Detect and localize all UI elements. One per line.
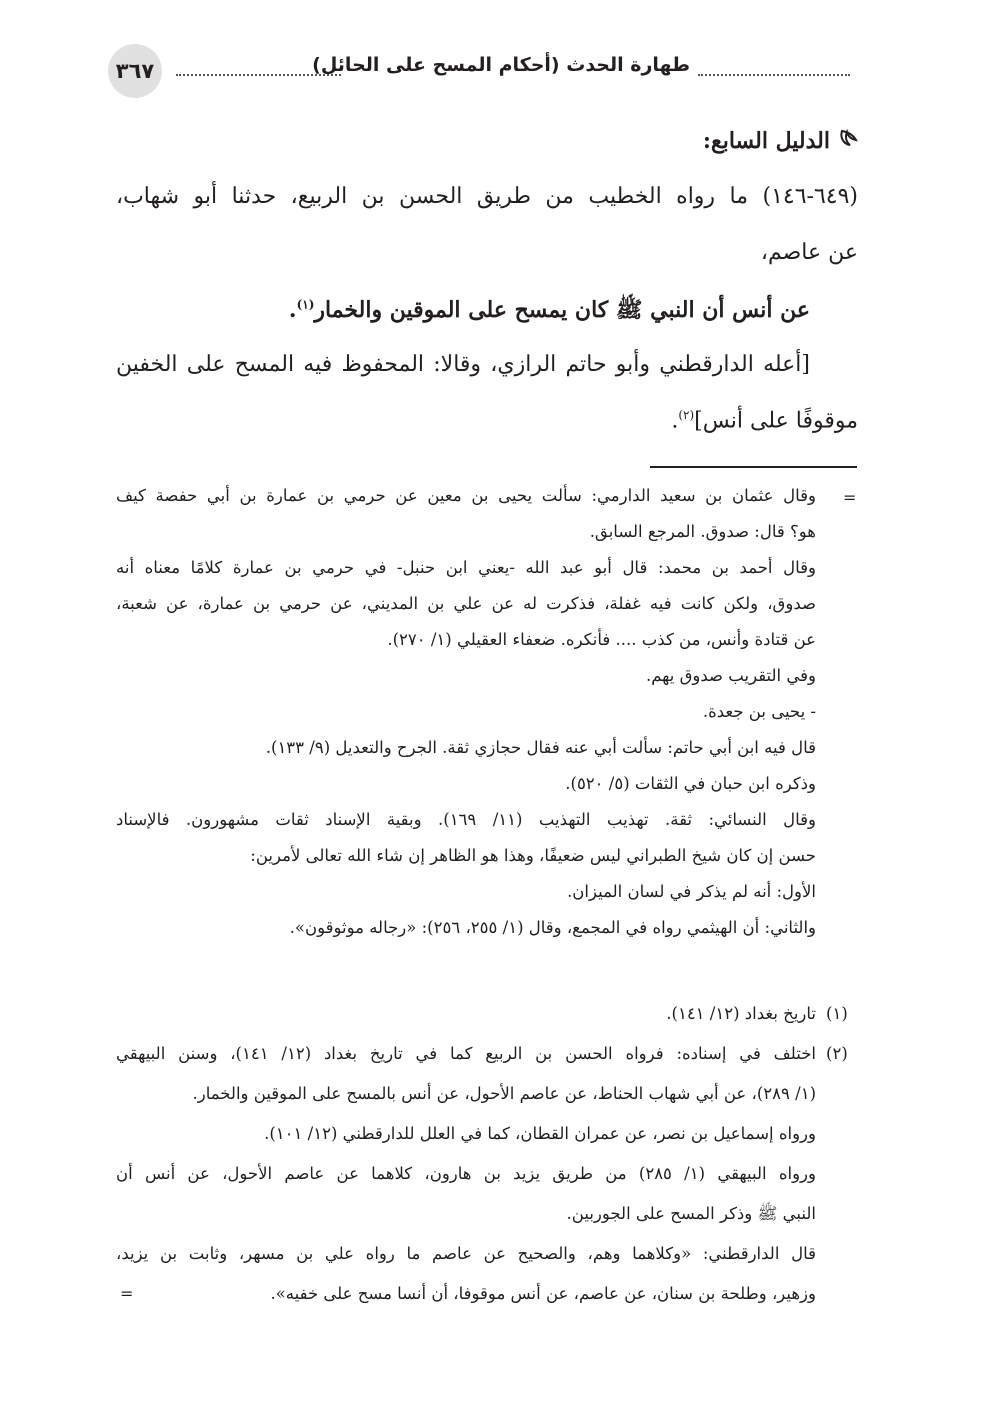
hadith-text-end: . <box>288 297 297 323</box>
footnote-line: تاريخ بغداد (١٢/ ١٤١). <box>666 1004 816 1023</box>
footnote-line: ورواه البيهقي (١/ ٢٨٥) من طريق يزيد بن هارون، كلاهما عن عاصم الأحول، عن أنس أن <box>116 1164 816 1183</box>
footnote-line: اختلف في إسناده: فرواه الحسن بن الربيع كما في تاريخ بغداد (١٢/ ١٤١)، وسنن البيهقي <box>116 1044 816 1063</box>
grading-line-2 <box>671 408 858 433</box>
grading-line-2-text: موقوفًا على أنس] <box>694 408 858 434</box>
hadith-text <box>289 296 810 328</box>
header-dotted-rule-right <box>698 74 850 76</box>
footnote-line: وقال أحمد بن محمد: قال أبو عبد الله -يعني ابن حنبل- في حرمي بن عمارة كلامًا معناه أنه <box>116 558 816 577</box>
page-number: ٣٦٧ <box>108 44 162 98</box>
footnote-number-1: (١) <box>826 1004 848 1023</box>
hadith-chain-line-1: (٦٤٩-١٤٦) ما رواه الخطيب من طريق الحسن بن الربيع، حدثنا أبو شهاب، <box>116 184 858 209</box>
footnote-line: والثاني: أن الهيثمي رواه في المجمع، وقال (١/ ٢٥٥، ٢٥٦): «رجاله موثوقون». <box>289 918 816 937</box>
footnote-separator <box>650 466 857 468</box>
footnote-line: النبي ﷺ وذكر المسح على الجوربين. <box>566 1204 816 1223</box>
page-header <box>108 44 850 100</box>
footnote-line: - يحيى بن جعدة. <box>702 702 816 721</box>
footnote-line: ورواه إسماعيل بن نصر، عن عمران القطان، كما في العلل للدارقطني (١٢/ ١٠١). <box>264 1124 816 1143</box>
evidence-heading-text: الدليل السابع: <box>702 128 830 154</box>
footnote-number-2: (٢) <box>826 1044 848 1063</box>
footnote-ref-2: (٢) <box>678 408 695 422</box>
footnote-line: قال الدارقطني: «وكلاهما وهم، والصحيح عن عاصم ما رواه علي بن مسهر، وثابت بن يزيد، <box>116 1244 816 1263</box>
footnote-line: وزهير، وطلحة بن سنان، عن عاصم، عن أنس موقوفا، أن أنسا مسح على خفيه». <box>270 1284 816 1303</box>
footnote-line: وقال عثمان بن سعيد الدارمي: سألت يحيى بن معين عن حرمي بن عمارة بن أبي حفصة كيف <box>116 486 816 505</box>
footnote-line: وفي التقريب صدوق يهم. <box>645 666 816 685</box>
footnote-line: الأول: أنه لم يذكر في لسان الميزان. <box>567 882 816 901</box>
footnote-line: قال فيه ابن أبي حاتم: سألت أبي عنه فقال حجازي ثقة. الجرح والتعديل (٩/ ١٣٣). <box>265 738 816 757</box>
evidence-heading <box>703 128 858 154</box>
grading-line-1: [أعله الدارقطني وأبو حاتم الرازي، وقالا: المحفوظ فيه المسح على الخفين <box>116 352 810 377</box>
running-title: طهارة الحدث (أحكام المسح على الحائل) <box>312 54 690 76</box>
hadith-chain-line-2: عن عاصم، <box>760 240 858 265</box>
continuation-mark: = <box>843 488 857 507</box>
footnote-line: عن قتادة وأنس، من كذب .... فأنكره. ضعفاء العقيلي (١/ ٢٧٠). <box>387 630 816 649</box>
hadith-text-body: عن أنس أن النبي ﷺ كان يمسح على الموقين والخمار <box>314 297 810 323</box>
footnote-line: (١/ ٢٨٩)، عن أبي شهاب الحناط، عن عاصم الأحول، عن أنس بالمسح على الموقين والخمار. <box>192 1084 816 1103</box>
continues-mark: = <box>120 1284 134 1303</box>
grading-line-2-end: . <box>671 408 679 434</box>
footnote-ref-1: (١) <box>296 297 315 312</box>
crescent-ornament-icon <box>838 128 858 153</box>
footnote-line: وقال النسائي: ثقة. تهذيب التهذيب (١١/ ١٦٩). وبقية الإسناد ثقات مشهورون. فالإسناد <box>116 810 816 829</box>
footnote-line: صدوق، ولكن كانت فيه غفلة، فذكرت له عن علي بن المديني، عن حرمي بن عمارة، عن شعبة، <box>116 594 816 613</box>
footnote-line: وذكره ابن حبان في الثقات (٥/ ٥٢٠). <box>565 774 816 793</box>
footnote-line: هو؟ قال: صدوق. المرجع السابق. <box>589 522 816 541</box>
footnote-line: حسن إن كان شيخ الطبراني ليس ضعيفًا، وهذا هو الظاهر إن شاء الله تعالى لأمرين: <box>250 846 816 865</box>
